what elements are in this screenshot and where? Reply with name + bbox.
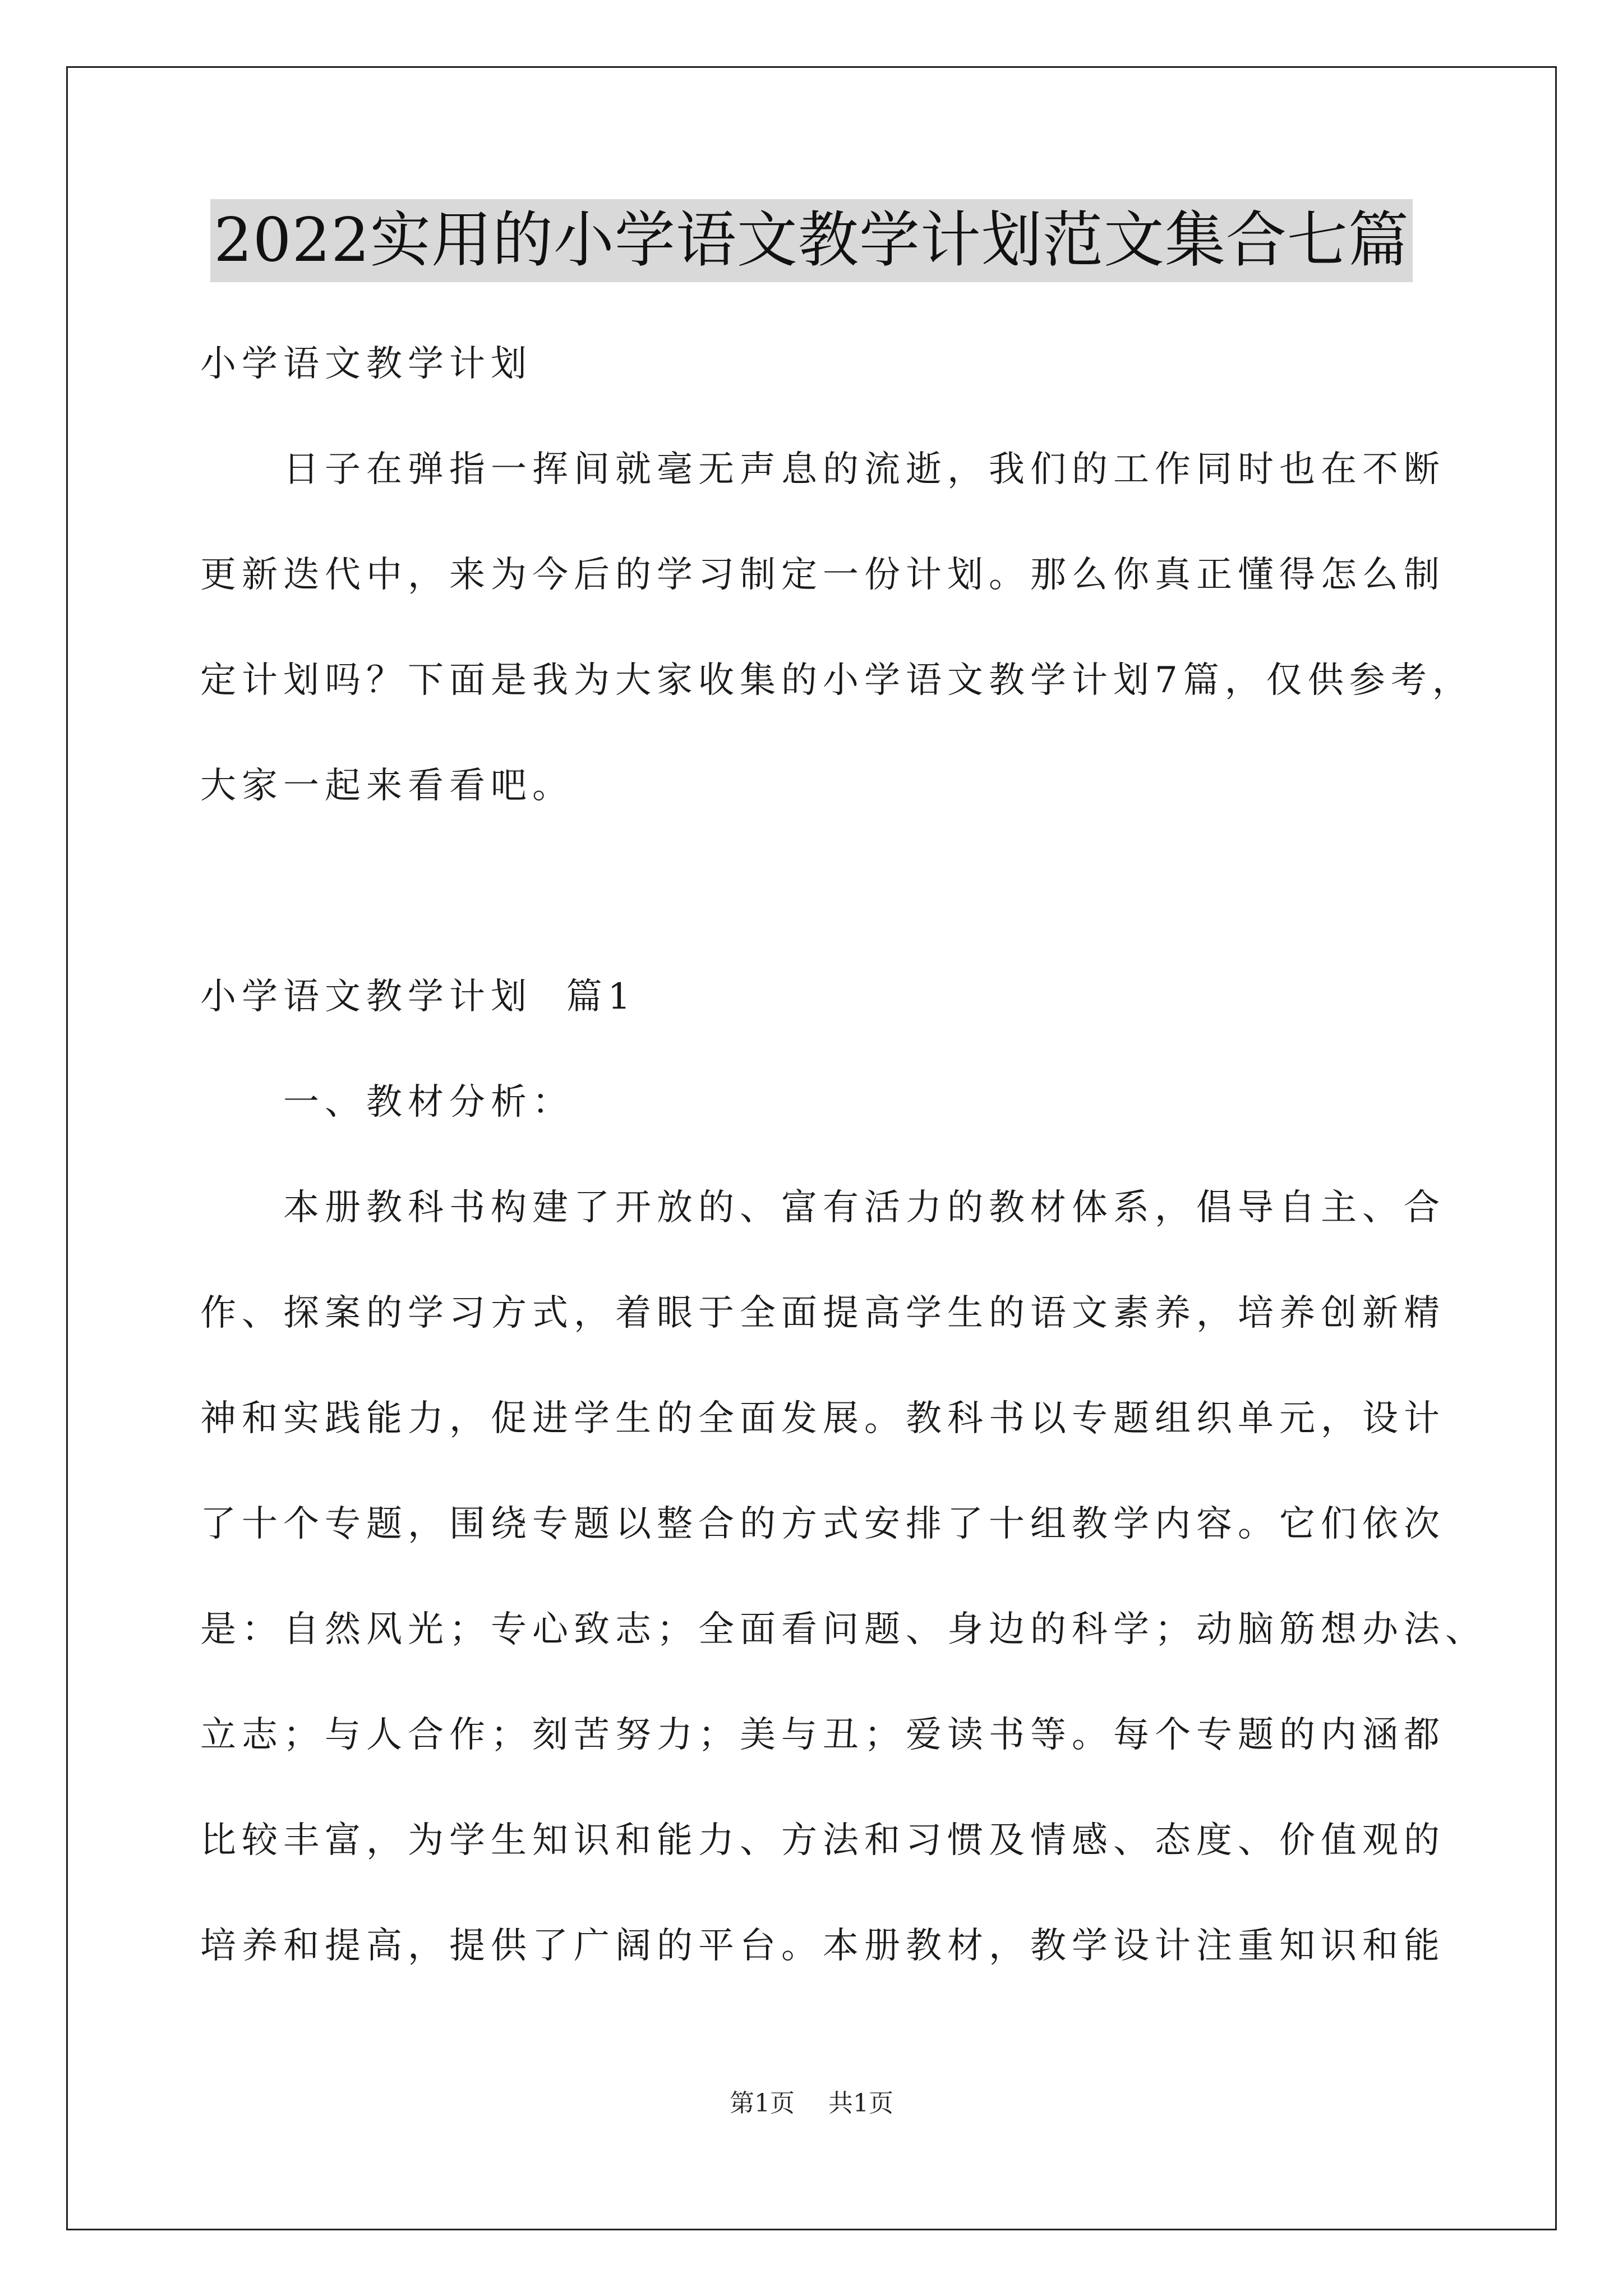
body-line: 作、探案的学习方式，着眼于全面提高学生的语文素养，培养创新精 [200, 1292, 1445, 1334]
page-footer [0, 2087, 1623, 2120]
body-line: 了十个专题，围绕专题以整合的方式安排了十组教学内容。它们依次 [200, 1503, 1445, 1545]
document-title: 2022实用的小学语文教学计划范文集合七篇 [210, 199, 1413, 282]
document-body [200, 311, 1487, 1999]
intro-line: 定计划吗？下面是我为大家收集的小学语文教学计划7篇，仅供参考， [200, 660, 1474, 701]
body-line: 比较丰富，为学生知识和能力、方法和习惯及情感、态度、价值观的 [200, 1820, 1445, 1861]
body-line: 培养和提高，提供了广阔的平台。本册教材，教学设计注重知识和能 [200, 1925, 1445, 1967]
body-line: 立志；与人合作；刻苦努力；美与丑；爱读书等。每个专题的内涵都 [200, 1714, 1445, 1756]
body-line: 是：自然风光；专心致志；全面看问题、身边的科学；动脑筋想办法、 [200, 1609, 1487, 1650]
title-container [0, 199, 1623, 282]
intro-heading: 小学语文教学计划 [200, 343, 532, 385]
paragraph-gap [200, 839, 1468, 944]
intro-line: 更新迭代中，来为今后的学习制定一份计划。那么你真正懂得怎么制 [200, 554, 1445, 596]
body-line: 本册教科书构建了开放的、富有活力的教材体系，倡导自主、合 [283, 1187, 1445, 1228]
body-line: 神和实践能力，促进学生的全面发展。教科书以专题组织单元，设计 [200, 1398, 1445, 1439]
section-heading: 小学语文教学计划 篇1 [200, 976, 637, 1018]
intro-line: 日子在弹指一挥间就毫无声息的流逝，我们的工作同时也在不断 [283, 449, 1445, 490]
page-number-current: 第1页 [730, 2089, 795, 2118]
intro-line: 大家一起来看看吧。 [200, 765, 574, 807]
subheading: 一、教材分析： [283, 1082, 574, 1123]
page-number-total: 共1页 [828, 2089, 893, 2118]
